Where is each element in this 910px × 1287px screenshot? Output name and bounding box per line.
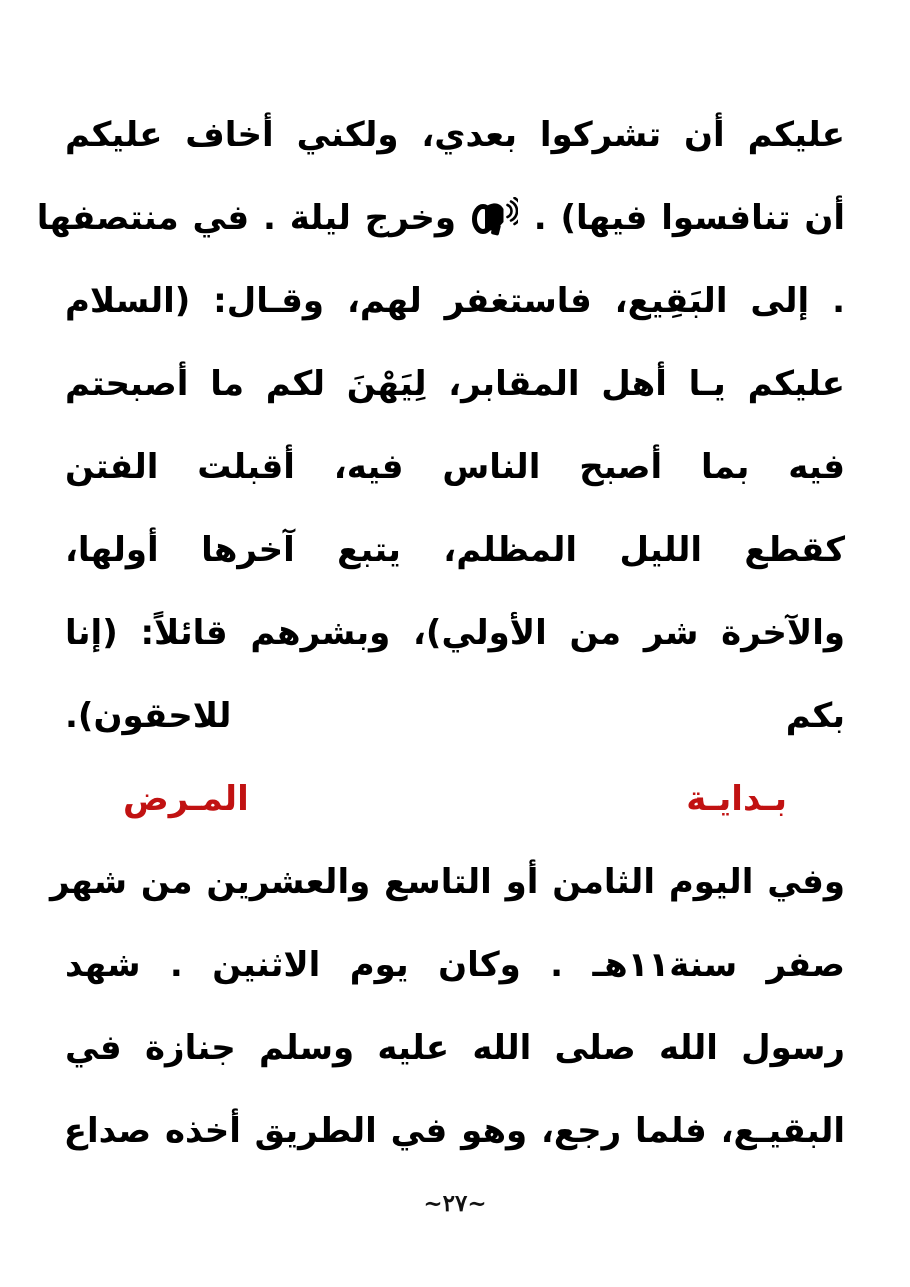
text-line: البقيـع، فلما رجع، وهو في الطريق أخذه صداع [63,1111,845,1151]
text-line: صفر سنة١١هـ . وكان يوم الاثنين . شهد [65,945,846,985]
text-column [36,94,846,1173]
text-segment: للاحقون). [65,696,232,736]
paragraph-last-line [65,675,845,758]
text-line: فيه بما أصبح الناس فيه، أقبلت الفتن [65,447,845,487]
text-segment: وخرج ليلة . في منتصفها [36,198,457,238]
text-line: والآخرة شر من الأولي)، وبشرهم قائلاً: (إنا [65,613,845,653]
text-line: . إلى البَقِيع، فاستغفر لهم، وقـال: (السلام [65,281,845,321]
text-line: وفي اليوم الثامن أو التاسع والعشرين من شهر [50,862,845,902]
text-line: عليكم أن تشركوا بعدي، ولكني أخاف عليكم [65,115,845,155]
page-number: ~٢٧~ [423,1190,487,1217]
section-heading [65,758,845,841]
section-heading-word: المـرض [123,779,249,819]
text-segment: بكم [785,696,845,736]
text-line-with-icon [36,177,845,260]
text-line: رسول الله صلى الله عليه وسلم جنازة في [65,1028,845,1068]
text-segment: أن تنافسوا فيها) . [533,198,845,238]
megaphone-audio-icon[interactable] [472,197,518,237]
section-heading-word: بـدايـة [686,779,787,819]
text-line: كقطع الليل المظلم، يتبع آخرها أولها، [65,530,845,570]
text-line: عليكم يـا أهل المقابر، لِيَهْنَ لكم ما أصبحتم [65,364,845,404]
